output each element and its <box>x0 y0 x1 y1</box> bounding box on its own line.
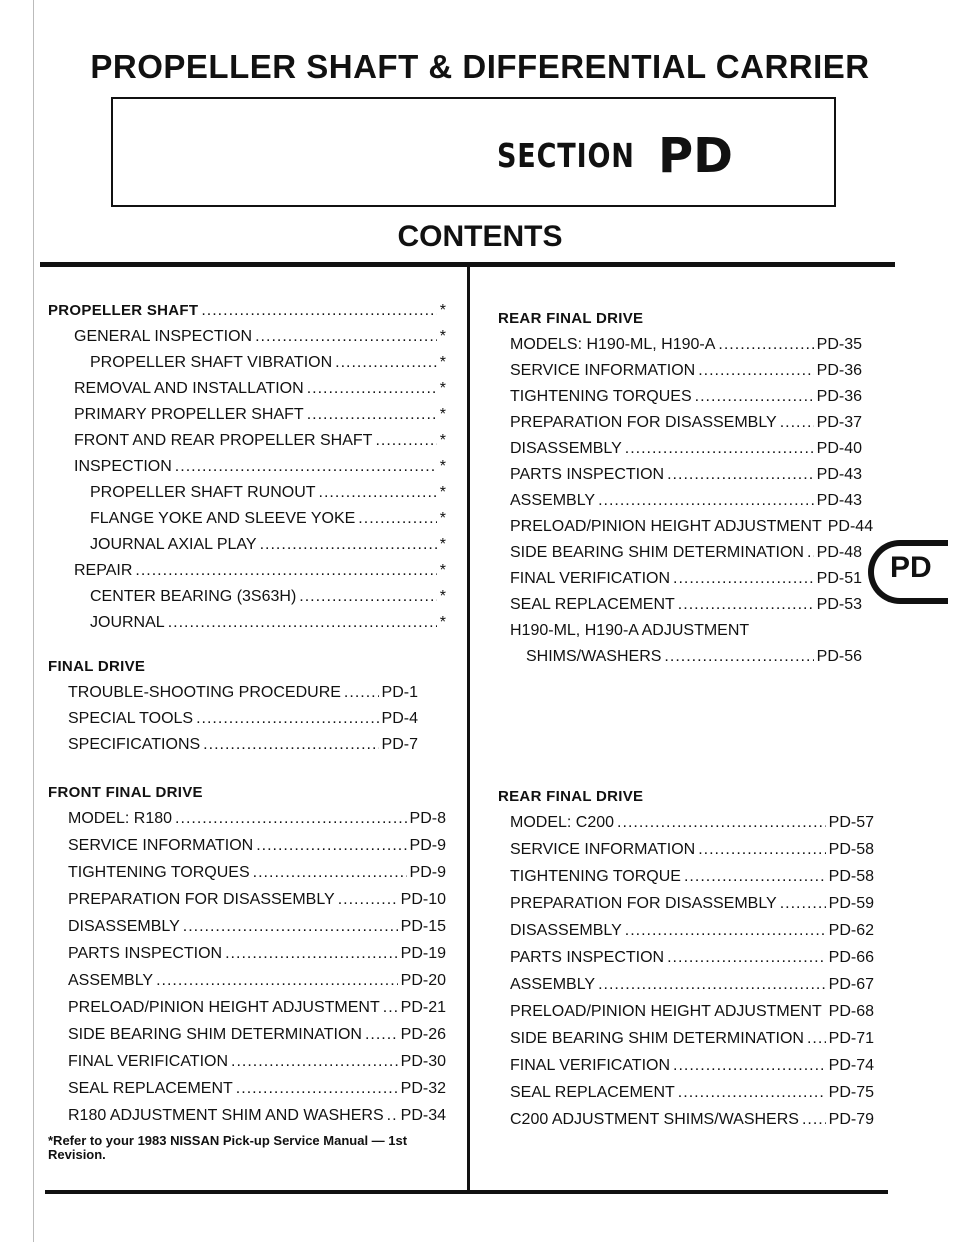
toc-entry-page: PD-20 <box>400 972 446 989</box>
toc-entry[interactable] <box>48 328 446 354</box>
toc-entry[interactable] <box>498 895 874 922</box>
toc-entry-page: PD-9 <box>409 864 446 881</box>
toc-entry-page: PD-36 <box>816 388 862 405</box>
toc-entry-page: PD-75 <box>828 1084 874 1101</box>
toc-entry[interactable] <box>48 302 446 328</box>
toc-entry[interactable] <box>48 1026 446 1053</box>
toc-right-rear-final-drive-c200 <box>498 788 874 1138</box>
group-heading: REAR FINAL DRIVE <box>498 788 644 805</box>
toc-entry-label: SPECIAL TOOLS <box>68 710 194 727</box>
toc-entry[interactable] <box>498 466 862 492</box>
leader-dots <box>175 458 437 476</box>
toc-entry-label: SERVICE INFORMATION <box>510 841 696 858</box>
leader-dots <box>231 1053 398 1071</box>
toc-entry[interactable] <box>498 1030 874 1057</box>
leader-dots <box>344 684 379 702</box>
toc-entry[interactable] <box>48 684 418 710</box>
toc-entry[interactable] <box>48 562 446 588</box>
group-heading: REAR FINAL DRIVE <box>498 310 644 327</box>
toc-entry-label: ASSEMBLY <box>68 972 154 989</box>
toc-entry-label: PRELOAD/PINION HEIGHT ADJUSTMENT <box>68 999 380 1016</box>
toc-entry-label: ASSEMBLY <box>510 492 596 509</box>
toc-entry-label: C200 ADJUSTMENT SHIMS/WASHERS <box>510 1111 799 1128</box>
toc-entry[interactable] <box>48 510 446 536</box>
toc-entry[interactable] <box>48 1080 446 1107</box>
toc-entry-page: PD-56 <box>816 648 862 665</box>
toc-entry-label: PROPELLER SHAFT VIBRATION <box>90 354 333 371</box>
toc-entry-page: * <box>439 562 446 579</box>
leader-dots <box>667 949 826 967</box>
contents-heading: CONTENTS <box>397 220 563 253</box>
leader-dots <box>617 814 826 832</box>
toc-entry-page: PD-10 <box>400 891 446 908</box>
toc-entry[interactable] <box>48 484 446 510</box>
group-heading: FRONT FINAL DRIVE <box>48 784 203 801</box>
toc-entry-page: * <box>439 588 446 605</box>
leader-dots <box>673 570 814 588</box>
toc-entry-page: PD-32 <box>400 1080 446 1097</box>
toc-entry-label: SPECIFICATIONS <box>68 736 201 753</box>
section-code: PD <box>658 128 734 184</box>
leader-dots <box>664 648 813 666</box>
toc-entry-label: SIDE BEARING SHIM DETERMINATION <box>510 1030 804 1047</box>
toc-entry[interactable] <box>48 999 446 1026</box>
toc-entry[interactable] <box>498 440 862 466</box>
leader-dots <box>299 588 437 606</box>
leader-dots <box>698 362 813 380</box>
leader-dots <box>135 562 436 580</box>
toc-entry[interactable] <box>498 841 874 868</box>
leader-dots <box>307 406 437 424</box>
page-title: PROPELLER SHAFT & DIFFERENTIAL CARRIER <box>90 48 870 85</box>
toc-entry[interactable] <box>48 710 418 736</box>
toc-entry-page: PD-19 <box>400 945 446 962</box>
toc-entry[interactable] <box>498 414 862 440</box>
toc-entry-page: * <box>439 354 446 371</box>
toc-entry-page: * <box>439 328 446 345</box>
toc-left-final-drive <box>48 658 418 762</box>
leader-dots <box>625 922 826 940</box>
toc-entry[interactable] <box>48 864 446 891</box>
toc-entry-label: JOURNAL <box>90 614 165 631</box>
footnote: *Refer to your 1983 NISSAN Pick-up Service Manual — 1st Revision. <box>48 1133 408 1162</box>
leader-dots <box>383 999 398 1017</box>
toc-entry-page: PD-9 <box>409 837 446 854</box>
toc-entry-continued[interactable] <box>498 622 862 648</box>
toc-entry-page: PD-44 <box>827 518 874 535</box>
toc-entry-label: DISASSEMBLY <box>510 440 622 457</box>
toc-entry-label: PREPARATION FOR DISASSEMBLY <box>68 891 335 908</box>
toc-entry[interactable] <box>498 949 874 976</box>
section-label: SECTION <box>497 136 635 175</box>
toc-entry-label: FLANGE YOKE AND SLEEVE YOKE <box>90 510 356 527</box>
toc-entry-label: TIGHTENING TORQUE <box>510 868 681 885</box>
toc-entry-page: PD-43 <box>816 492 862 509</box>
toc-entry-label: FINAL VERIFICATION <box>510 1057 671 1074</box>
leader-dots <box>678 1084 826 1102</box>
toc-entry[interactable] <box>48 380 446 406</box>
toc-entry[interactable] <box>498 518 874 544</box>
leader-dots <box>802 1111 826 1129</box>
toc-entry-page: PD-51 <box>816 570 862 587</box>
leader-dots <box>307 380 437 398</box>
leader-dots <box>673 1057 826 1075</box>
toc-right-rear-final-drive-h190 <box>498 310 874 674</box>
leader-dots <box>698 841 825 859</box>
toc-entry-page: PD-71 <box>828 1030 874 1047</box>
leader-dots <box>718 336 813 354</box>
toc-entry-label: CENTER BEARING (3S63H) <box>90 588 297 605</box>
toc-entry-label: PREPARATION FOR DISASSEMBLY <box>510 414 777 431</box>
toc-entry-label: GENERAL INSPECTION <box>74 328 253 345</box>
toc-entry-page: PD-67 <box>828 976 874 993</box>
bottom-rule <box>45 1190 888 1194</box>
toc-entry[interactable] <box>498 492 862 518</box>
toc-entry[interactable] <box>498 596 862 622</box>
toc-entry[interactable] <box>498 814 874 841</box>
toc-entry[interactable] <box>498 976 874 1003</box>
toc-entry-page: * <box>439 302 446 319</box>
leader-dots <box>678 596 814 614</box>
leader-dots <box>625 440 814 458</box>
leader-dots <box>684 868 826 886</box>
toc-entry-page: PD-21 <box>400 999 446 1016</box>
toc-entry-page: PD-1 <box>381 684 418 701</box>
toc-entry-label: MODELS: H190-ML, H190-A <box>510 336 716 353</box>
toc-entry[interactable] <box>498 1111 874 1138</box>
toc-entry-label: PARTS INSPECTION <box>510 949 665 966</box>
column-divider <box>467 262 470 1192</box>
toc-entry-page: * <box>439 536 446 553</box>
toc-entry-label: FRONT AND REAR PROPELLER SHAFT <box>74 432 373 449</box>
toc-entry[interactable] <box>48 536 446 562</box>
toc-entry-label: PRELOAD/PINION HEIGHT ADJUSTMENT <box>510 1003 822 1020</box>
toc-entry-label: SEAL REPLACEMENT <box>510 1084 675 1101</box>
toc-entry-label: SERVICE INFORMATION <box>510 362 696 379</box>
toc-entry-label: SEAL REPLACEMENT <box>510 596 675 613</box>
toc-entry[interactable] <box>48 837 446 864</box>
page-margin-line <box>33 0 34 1242</box>
group-heading: FINAL DRIVE <box>48 658 146 675</box>
toc-entry[interactable] <box>48 432 446 458</box>
toc-entry-page: * <box>439 380 446 397</box>
toc-entry-page: * <box>439 614 446 631</box>
leader-dots <box>780 414 814 432</box>
toc-entry-label: DISASSEMBLY <box>510 922 622 939</box>
toc-entry-page: PD-4 <box>381 710 418 727</box>
toc-entry-page: * <box>439 406 446 423</box>
toc-entry-page: PD-79 <box>828 1111 874 1128</box>
toc-entry-label: PROPELLER SHAFT <box>48 302 199 319</box>
leader-dots <box>260 536 437 554</box>
toc-entry-page: PD-15 <box>400 918 446 935</box>
toc-entry-page: PD-58 <box>828 841 874 858</box>
leader-dots <box>255 328 437 346</box>
toc-entry[interactable] <box>48 945 446 972</box>
leader-dots <box>253 864 407 882</box>
toc-entry-label: PRIMARY PROPELLER SHAFT <box>74 406 304 423</box>
toc-entry[interactable] <box>48 918 446 945</box>
toc-entry-label: TIGHTENING TORQUES <box>68 864 250 881</box>
toc-entry-label: FINAL VERIFICATION <box>68 1053 229 1070</box>
toc-entry-label: ASSEMBLY <box>510 976 596 993</box>
section-tab-label: PD <box>890 551 932 584</box>
toc-entry[interactable] <box>48 891 446 918</box>
toc-entry-label: DISASSEMBLY <box>68 918 180 935</box>
toc-entry-page: PD-53 <box>816 596 862 613</box>
toc-entry-label: INSPECTION <box>74 458 172 475</box>
toc-entry-page: PD-57 <box>828 814 874 831</box>
leader-dots <box>236 1080 398 1098</box>
toc-entry[interactable] <box>48 614 446 640</box>
toc-entry[interactable] <box>498 388 862 414</box>
leader-dots <box>225 945 398 963</box>
toc-entry[interactable] <box>48 1053 446 1080</box>
toc-entry-label: PROPELLER SHAFT RUNOUT <box>90 484 316 501</box>
toc-entry[interactable] <box>498 922 874 949</box>
toc-entry[interactable] <box>498 1003 874 1030</box>
toc-entry-page: PD-40 <box>816 440 862 457</box>
toc-entry-page: PD-58 <box>828 868 874 885</box>
toc-entry-page: PD-8 <box>409 810 446 827</box>
toc-entry-page: PD-36 <box>816 362 862 379</box>
leader-dots <box>183 918 398 936</box>
toc-left-propeller <box>48 302 446 640</box>
toc-entry-page: PD-34 <box>400 1107 446 1124</box>
toc-entry-page: PD-74 <box>828 1057 874 1074</box>
leader-dots <box>201 302 436 320</box>
toc-entry-page: PD-48 <box>816 544 862 561</box>
leader-dots <box>175 810 407 828</box>
toc-left-front-final-drive <box>48 784 446 1134</box>
toc-entry-label: JOURNAL AXIAL PLAY <box>90 536 257 553</box>
toc-entry[interactable] <box>498 1084 874 1111</box>
toc-entry-page: PD-7 <box>381 736 418 753</box>
toc-entry[interactable] <box>498 648 862 674</box>
toc-entry-label: H190-ML, H190-A ADJUSTMENT <box>510 622 750 639</box>
toc-entry[interactable] <box>48 354 446 380</box>
toc-entry-page: PD-37 <box>816 414 862 431</box>
toc-entry-page: PD-30 <box>400 1053 446 1070</box>
toc-entry-page: PD-35 <box>816 336 862 353</box>
toc-entry-label: SHIMS/WASHERS <box>526 648 662 665</box>
toc-entry-label: SIDE BEARING SHIM DETERMINATION <box>510 544 804 561</box>
toc-entry-label: PARTS INSPECTION <box>510 466 665 483</box>
leader-dots <box>807 1030 826 1048</box>
leader-dots <box>598 492 814 510</box>
toc-entry[interactable] <box>498 544 862 570</box>
toc-entry-label: TIGHTENING TORQUES <box>510 388 692 405</box>
toc-entry-label: REPAIR <box>74 562 133 579</box>
toc-entry[interactable] <box>48 972 446 999</box>
leader-dots <box>335 354 437 372</box>
leader-dots <box>365 1026 398 1044</box>
toc-entry-page: * <box>439 510 446 527</box>
toc-entry-page: PD-26 <box>400 1026 446 1043</box>
leader-dots <box>168 614 437 632</box>
leader-dots <box>338 891 398 909</box>
toc-entry[interactable] <box>48 1107 446 1134</box>
leader-dots <box>667 466 814 484</box>
toc-entry[interactable] <box>48 588 446 614</box>
toc-entry[interactable] <box>498 336 862 362</box>
leader-dots <box>256 837 406 855</box>
toc-entry[interactable] <box>48 406 446 432</box>
leader-dots <box>387 1107 398 1125</box>
toc-entry-label: PREPARATION FOR DISASSEMBLY <box>510 895 777 912</box>
toc-entry-label: REMOVAL AND INSTALLATION <box>74 380 304 397</box>
toc-entry-label: SIDE BEARING SHIM DETERMINATION <box>68 1026 362 1043</box>
toc-entry-page: PD-43 <box>816 466 862 483</box>
toc-entry-label: PARTS INSPECTION <box>68 945 223 962</box>
toc-entry[interactable] <box>498 868 874 895</box>
toc-entry-label: SERVICE INFORMATION <box>68 837 254 854</box>
toc-entry-label: MODEL: C200 <box>510 814 615 831</box>
leader-dots <box>807 544 814 562</box>
toc-entry-page: * <box>439 432 446 449</box>
toc-entry-page: PD-62 <box>828 922 874 939</box>
leader-dots <box>825 1003 826 1021</box>
toc-entry-label: SEAL REPLACEMENT <box>68 1080 233 1097</box>
leader-dots <box>358 510 436 528</box>
leader-dots <box>780 895 826 913</box>
toc-entry-label: FINAL VERIFICATION <box>510 570 671 587</box>
toc-entry-page: * <box>439 458 446 475</box>
toc-entry[interactable] <box>498 1057 874 1084</box>
leader-dots <box>695 388 814 406</box>
toc-entry-label: R180 ADJUSTMENT SHIM AND WASHERS <box>68 1107 384 1124</box>
toc-entry-label: PRELOAD/PINION HEIGHT ADJUSTMENT <box>510 518 822 535</box>
toc-entry[interactable] <box>498 362 862 388</box>
toc-entry-page: PD-59 <box>828 895 874 912</box>
toc-entry-label: TROUBLE-SHOOTING PROCEDURE <box>68 684 341 701</box>
toc-entry-label: MODEL: R180 <box>68 810 173 827</box>
toc-entry-page: PD-66 <box>828 949 874 966</box>
leader-dots <box>319 484 437 502</box>
toc-entry[interactable] <box>498 570 862 596</box>
leader-dots <box>196 710 378 728</box>
toc-entry[interactable] <box>48 736 418 762</box>
leader-dots <box>375 432 436 450</box>
toc-entry[interactable] <box>48 458 446 484</box>
leader-dots <box>598 976 826 994</box>
toc-entry[interactable] <box>48 810 446 837</box>
toc-entry-page: PD-68 <box>828 1003 874 1020</box>
leader-dots <box>203 736 378 754</box>
leader-dots <box>156 972 398 990</box>
toc-entry-page: * <box>439 484 446 501</box>
